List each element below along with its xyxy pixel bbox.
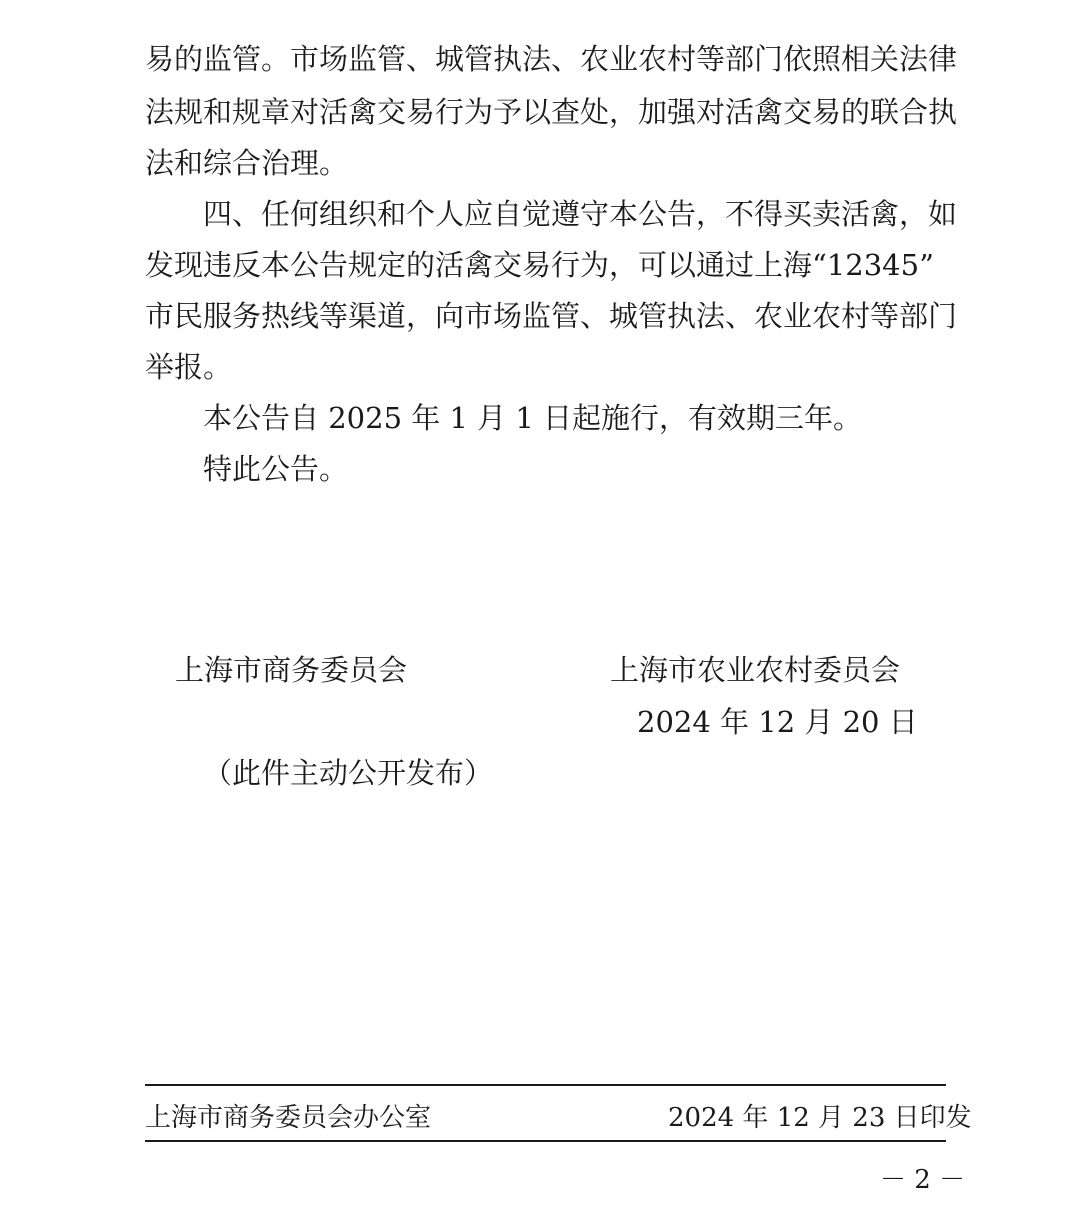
paragraph-3-line-3: 法和综合治理。 xyxy=(145,146,349,180)
issuer-commerce-commission: 上海市商务委员会 xyxy=(175,653,408,687)
closing-line: 特此公告。 xyxy=(203,452,349,486)
paragraph-4-line-1: 四、任何组织和个人应自觉遵守本公告，不得买卖活禽，如 xyxy=(203,197,958,231)
paragraph-3-line-1: 易的监管。市场监管、城管执法、农业农村等部门依照相关法律 xyxy=(145,42,958,76)
effective-date-line: 本公告自 2025 年 1 月 1 日起施行，有效期三年。 xyxy=(203,401,863,435)
footer-bottom-rule xyxy=(145,1140,946,1142)
footer-office: 上海市商务委员会办公室 xyxy=(145,1103,432,1133)
page-number: － 2 － xyxy=(880,1165,966,1195)
paragraph-4-line-4: 举报。 xyxy=(145,350,233,384)
paragraph-4-line-2: 发现违反本公告规定的活禽交易行为，可以通过上海“12345” xyxy=(145,248,934,282)
issue-date: 2024 年 12 月 20 日 xyxy=(637,705,918,739)
footer-print-date: 2024 年 12 月 23 日印发 xyxy=(668,1103,972,1133)
footer-top-rule xyxy=(145,1084,946,1086)
disclosure-note: （此件主动公开发布） xyxy=(203,756,494,790)
issuer-agriculture-commission: 上海市农业农村委员会 xyxy=(610,653,901,687)
paragraph-4-line-3: 市民服务热线等渠道，向市场监管、城管执法、农业农村等部门 xyxy=(145,299,958,333)
paragraph-3-line-2: 法规和规章对活禽交易行为予以查处，加强对活禽交易的联合执 xyxy=(145,95,958,129)
